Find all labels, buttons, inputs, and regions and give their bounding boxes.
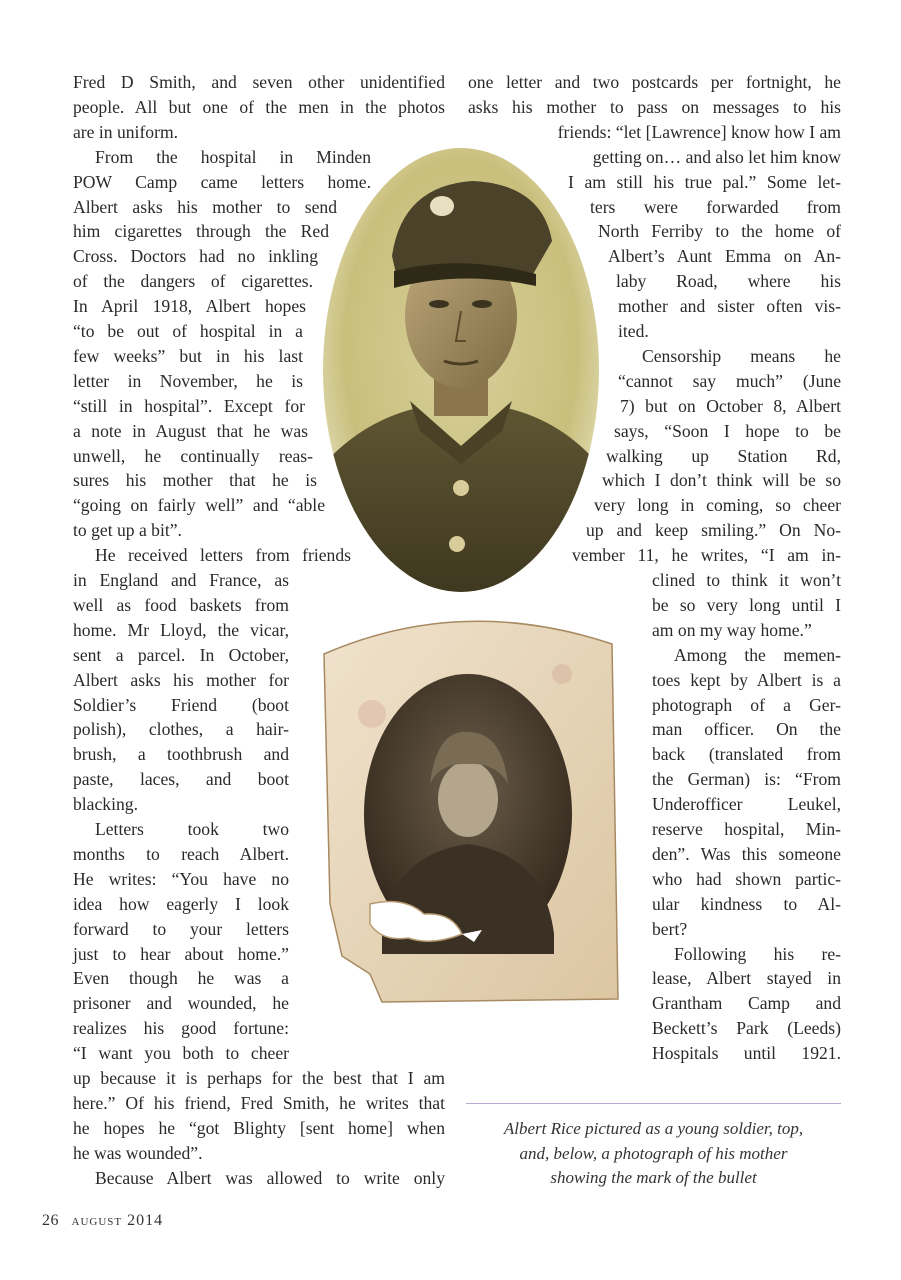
- text-line: bert?: [652, 918, 688, 939]
- text-line: to get up a bit”.: [73, 520, 182, 541]
- text-line: friends: “let [Lawrence] know how I am: [557, 121, 841, 142]
- text-line: few weeks” but in his last: [73, 345, 303, 366]
- text-line: very long in coming, so cheer: [594, 495, 841, 516]
- text-line: POW Camp came letters home.: [73, 171, 371, 192]
- text-line: vember 11, he writes, “I am in-: [572, 545, 841, 566]
- text-line: He received letters from friends: [95, 545, 351, 566]
- text-line: here.” Of his friend, Fred Smith, he writes that: [73, 1092, 445, 1113]
- text-line: Albert asks his mother for: [73, 669, 289, 690]
- text-line: lease, Albert stayed in: [652, 968, 841, 989]
- text-line: Underofficer Leukel,: [652, 794, 841, 815]
- text-line: paste, laces, and boot: [73, 769, 289, 790]
- text-line: ited.: [618, 321, 649, 341]
- text-line: idea how eagerly I look: [73, 893, 289, 914]
- text-line: toes kept by Albert is a: [652, 669, 841, 690]
- text-line: letter in November, he is: [73, 370, 303, 391]
- text-line: one letter and two postcards per fortnight, he: [468, 72, 841, 92]
- text-line: mother and sister often vis-: [618, 296, 841, 317]
- text-line: Censorship means he: [642, 345, 841, 366]
- soldier-portrait: [322, 146, 600, 594]
- text-line: Albert asks his mother to send: [73, 196, 337, 217]
- text-line: Soldier’s Friend (boot: [73, 694, 289, 715]
- text-line: be so very long until I: [652, 594, 841, 615]
- text-line: In April 1918, Albert hopes: [73, 296, 306, 317]
- text-line: laby Road, where his: [616, 271, 841, 292]
- text-line: of the dangers of cigarettes.: [73, 271, 313, 292]
- text-line: photograph of a Ger-: [652, 694, 841, 715]
- text-line: sent a parcel. In October,: [73, 644, 289, 665]
- text-line: North Ferriby to the home of: [598, 221, 841, 242]
- page-number: 26: [42, 1212, 59, 1229]
- text-line: ters were forwarded from: [590, 196, 841, 217]
- text-line: people. All but one of the men in the photos: [73, 96, 445, 117]
- text-line: he hopes he “got Blighty [sent home] when: [73, 1117, 445, 1138]
- text-line: reserve hospital, Min-: [652, 819, 841, 839]
- text-line: getting on… and also let him know: [592, 146, 841, 167]
- caption-divider: [466, 1103, 841, 1104]
- text-line: “still in hospital”. Except for: [73, 395, 305, 416]
- text-line: home. Mr Lloyd, the vicar,: [73, 619, 289, 640]
- text-line: Albert’s Aunt Emma on An-: [608, 246, 841, 267]
- issue-date: august 2014: [71, 1212, 164, 1229]
- caption-line: showing the mark of the bullet: [550, 1168, 757, 1187]
- text-line: “I want you both to cheer: [73, 1043, 289, 1064]
- text-line: back (translated from: [652, 744, 841, 765]
- text-line: him cigarettes through the Red: [73, 221, 329, 242]
- photo-caption: [466, 1117, 841, 1191]
- text-line: Fred D Smith, and seven other unidentified: [73, 72, 445, 92]
- text-line: 7) but on October 8, Albert: [620, 395, 841, 416]
- text-line: just to hear about home.”: [73, 943, 289, 964]
- page-footer: [42, 1212, 163, 1230]
- text-line: polish), clothes, a hair-: [73, 719, 289, 740]
- text-line: Grantham Camp and: [652, 993, 841, 1014]
- text-line: Even though he was a: [73, 968, 289, 989]
- text-line: he was wounded”.: [73, 1142, 203, 1163]
- caption-line: Albert Rice pictured as a young soldier, top,: [503, 1119, 804, 1138]
- text-line: Beckett’s Park (Leeds): [652, 1018, 841, 1039]
- text-line: Hospitals until 1921.: [652, 1043, 841, 1064]
- text-line: the German) is: “From: [652, 769, 841, 790]
- text-line: walking up Station Rd,: [606, 445, 841, 466]
- text-line: He writes: “You have no: [73, 868, 289, 889]
- text-line: From the hospital in Minden: [95, 146, 371, 167]
- text-line: Following his re-: [674, 943, 841, 964]
- text-line: sures his mother that he is: [73, 470, 317, 491]
- text-line: brush, a toothbrush and: [73, 744, 289, 765]
- text-line: a note in August that he was: [73, 420, 308, 441]
- text-line: I am still his true pal.” Some let-: [568, 171, 841, 192]
- text-line: which I don’t think will be so: [602, 470, 841, 491]
- text-line: Among the memen-: [674, 644, 841, 665]
- text-line: Cross. Doctors had no inkling: [73, 246, 318, 267]
- text-line: well as food baskets from: [73, 594, 289, 615]
- text-line: “going on fairly well” and “able: [73, 495, 325, 516]
- text-line: says, “Soon I hope to be: [614, 420, 841, 441]
- text-line: blacking.: [73, 794, 138, 815]
- text-line: are in uniform.: [73, 121, 179, 142]
- text-line: in England and France, as: [73, 570, 289, 590]
- text-line: Letters took two: [95, 819, 289, 839]
- text-line: ular kindness to Al-: [652, 893, 841, 914]
- text-line: “to be out of hospital in a: [73, 321, 303, 341]
- text-line: am on my way home.”: [652, 619, 812, 640]
- text-line: den”. Was this someone: [652, 843, 841, 864]
- text-line: Because Albert was allowed to write only: [95, 1167, 445, 1188]
- text-line: realizes his good fortune:: [73, 1018, 289, 1039]
- text-line: “cannot say much” (June: [618, 370, 841, 391]
- text-line: forward to your letters: [73, 918, 289, 939]
- text-line: up because it is perhaps for the best that I am: [73, 1068, 445, 1088]
- text-line: up and keep smiling.” On No-: [586, 520, 841, 541]
- mother-photograph: [312, 604, 624, 1004]
- text-line: who had shown partic-: [652, 868, 841, 889]
- text-line: asks his mother to pass on messages to his: [468, 96, 841, 117]
- text-line: prisoner and wounded, he: [73, 993, 289, 1014]
- caption-line: and, below, a photograph of his mother: [519, 1143, 788, 1163]
- text-line: months to reach Albert.: [73, 843, 289, 864]
- text-line: clined to think it won’t: [652, 570, 841, 590]
- text-line: man officer. On the: [652, 719, 841, 740]
- text-line: unwell, he continually reas-: [73, 445, 313, 466]
